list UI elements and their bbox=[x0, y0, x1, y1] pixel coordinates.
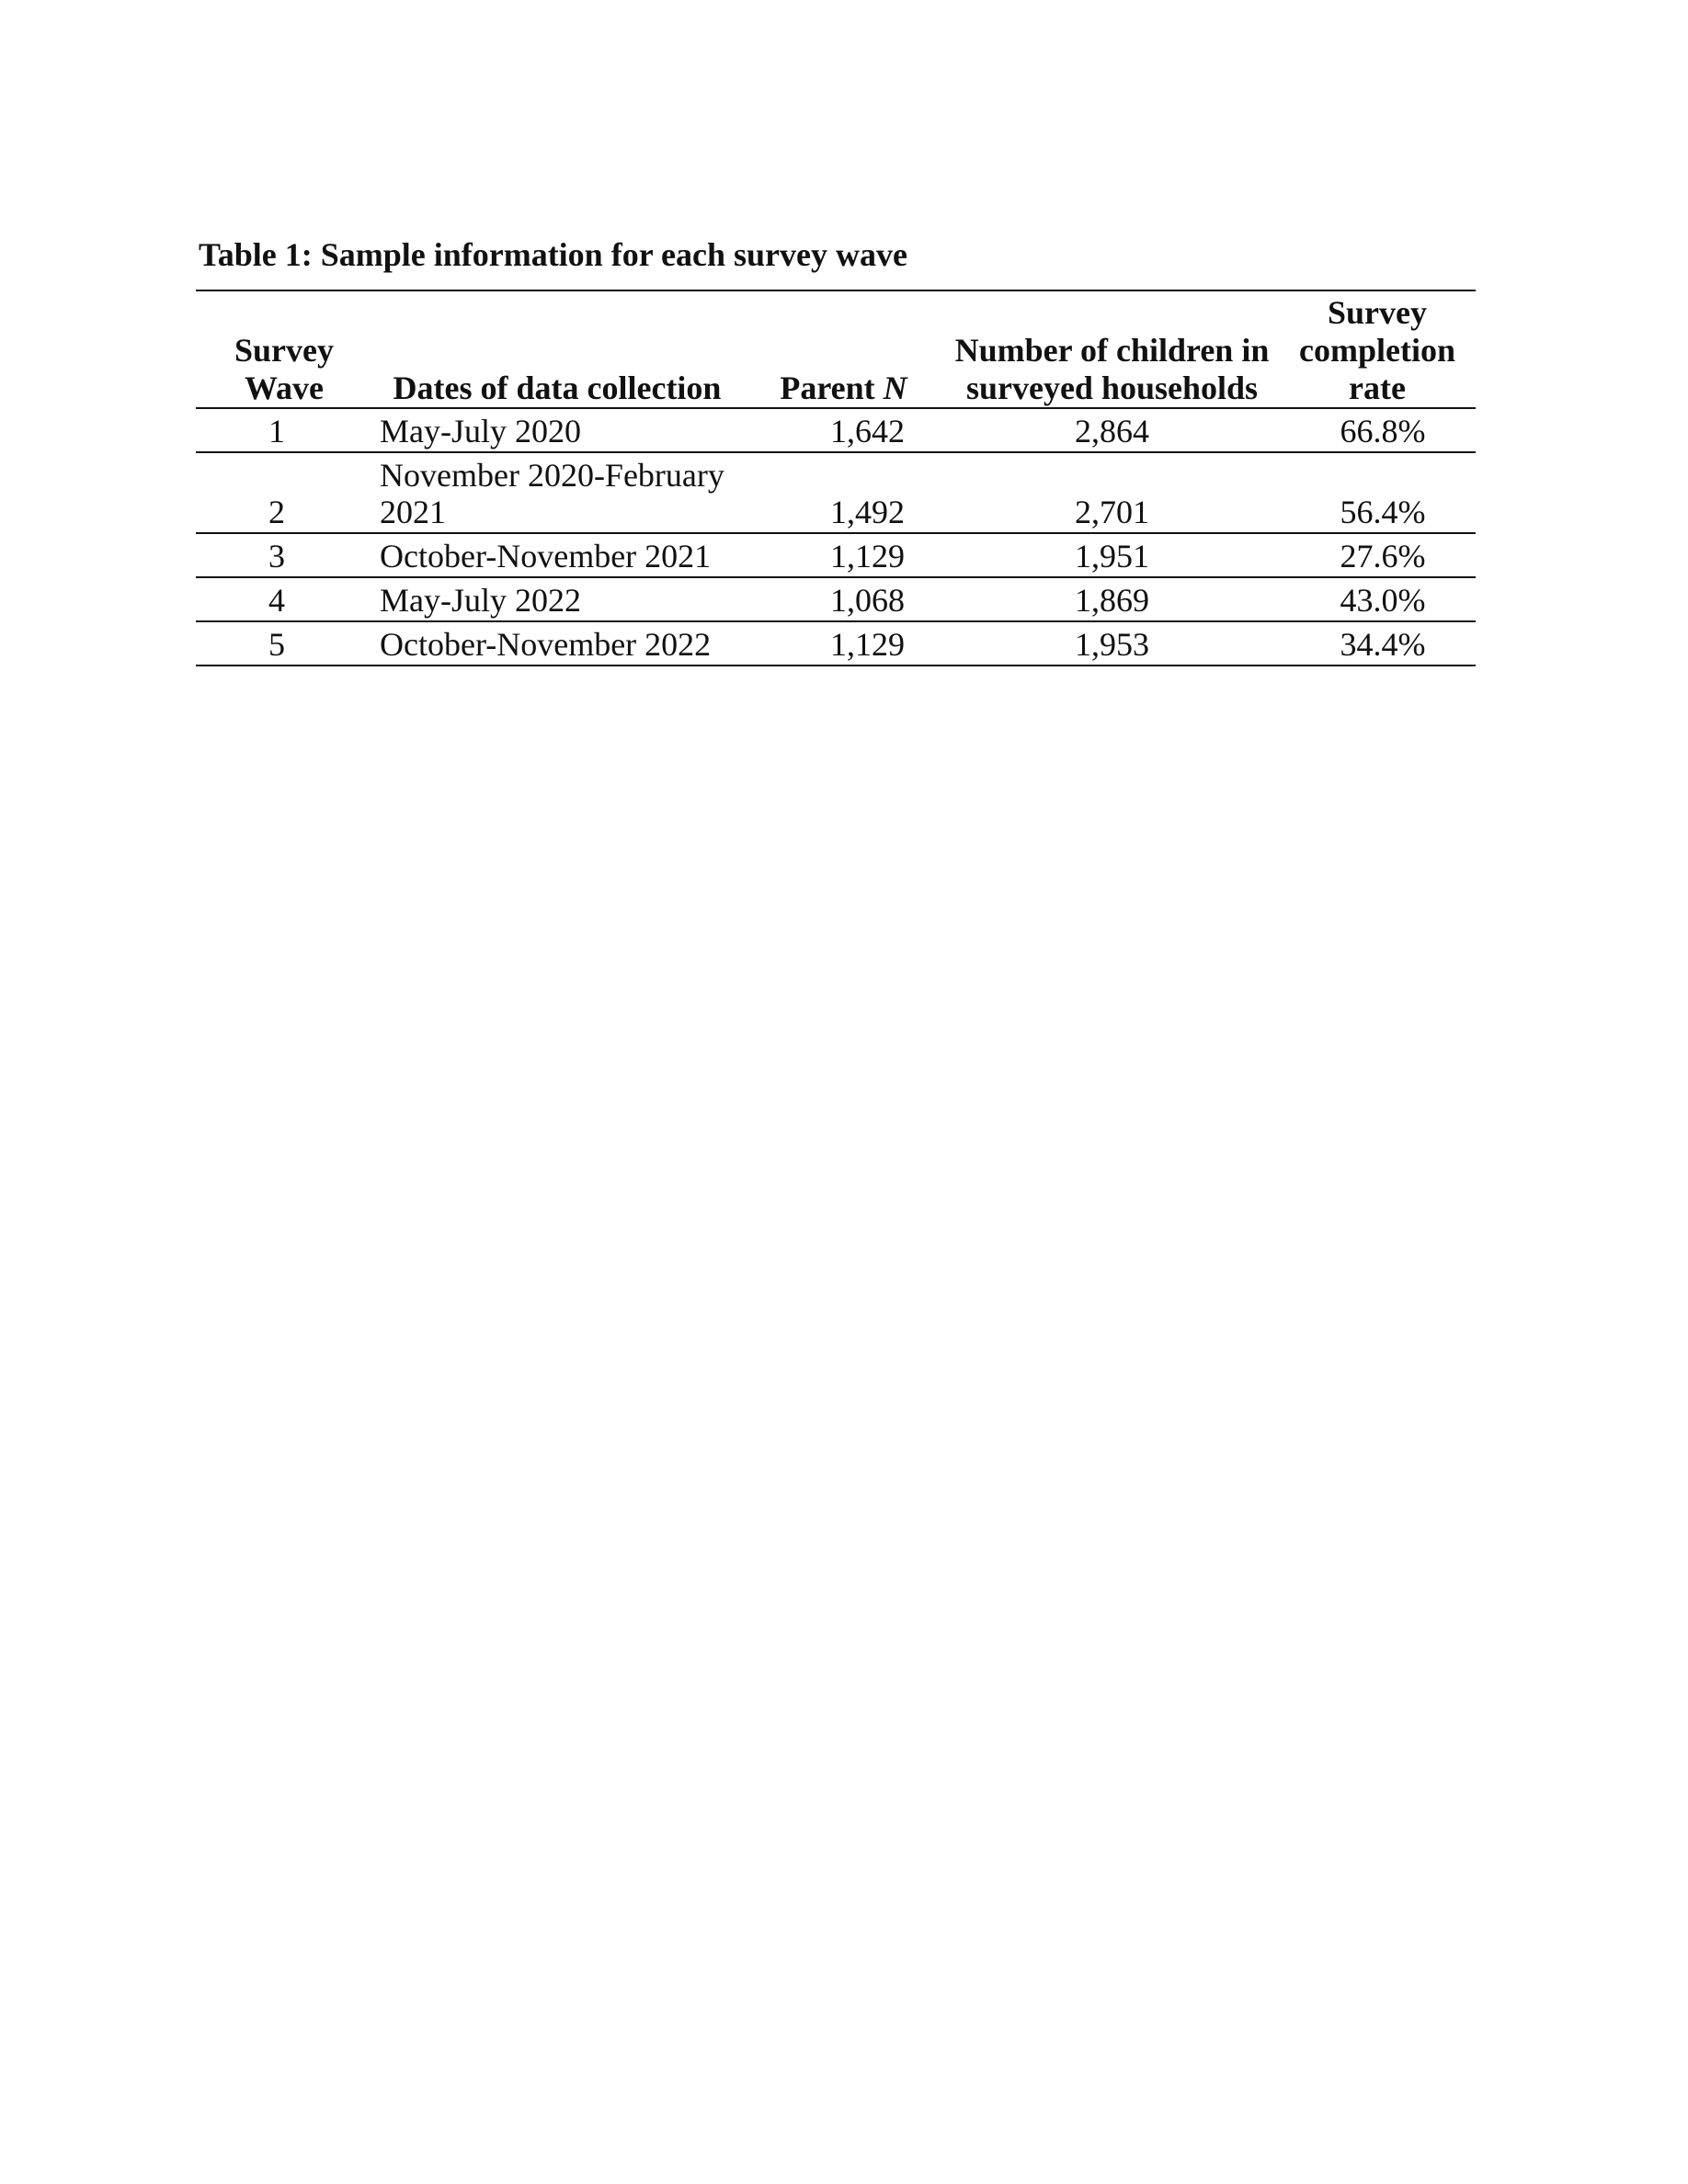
cell-dates-line1: October-November 2022 bbox=[380, 626, 712, 663]
cell-wave: 2 bbox=[268, 494, 285, 530]
header-children-line1: Number of children in bbox=[954, 332, 1270, 369]
table-row bbox=[196, 533, 1476, 577]
cell-completion-rate: 43.0% bbox=[1340, 582, 1426, 619]
cell-children: 1,953 bbox=[1075, 626, 1149, 663]
header-survey-wave-line2: Wave bbox=[245, 370, 324, 406]
cell-dates-line1: May-July 2020 bbox=[380, 413, 581, 449]
cell-completion-rate: 34.4% bbox=[1340, 626, 1426, 663]
header-completion-rate-line3: rate bbox=[1349, 370, 1406, 406]
cell-children: 1,951 bbox=[1075, 538, 1149, 574]
table-header-row bbox=[196, 290, 1476, 408]
cell-parent-n: 1,129 bbox=[830, 626, 905, 663]
survey-wave-table bbox=[196, 290, 1476, 666]
table-caption: Table 1: Sample information for each survey wave bbox=[199, 236, 907, 273]
cell-dates bbox=[372, 621, 742, 665]
cell-dates-line1: May-July 2022 bbox=[380, 582, 581, 619]
cell-completion-rate: 27.6% bbox=[1340, 538, 1426, 574]
cell-dates-line1: November 2020-February bbox=[380, 457, 724, 494]
cell-dates bbox=[372, 533, 742, 577]
header-survey-wave bbox=[196, 290, 372, 408]
header-completion-rate-line2: completion bbox=[1299, 332, 1455, 369]
cell-parent-n: 1,068 bbox=[830, 582, 905, 619]
cell-parent-n: 1,642 bbox=[830, 413, 905, 449]
table-row bbox=[196, 452, 1476, 533]
cell-wave: 3 bbox=[268, 538, 285, 574]
header-completion-rate bbox=[1279, 290, 1476, 408]
header-parent-n bbox=[742, 290, 945, 408]
cell-dates-line1: October-November 2021 bbox=[380, 538, 712, 574]
table-row bbox=[196, 621, 1476, 665]
header-dates bbox=[372, 290, 742, 408]
header-survey-wave-line1: Survey bbox=[234, 332, 334, 369]
header-parent-n-prefix: Parent bbox=[780, 370, 884, 406]
cell-wave: 1 bbox=[268, 413, 285, 449]
header-parent-n-italic: N bbox=[883, 370, 907, 406]
cell-children: 2,701 bbox=[1075, 494, 1149, 530]
cell-children: 1,869 bbox=[1075, 582, 1149, 619]
cell-dates bbox=[372, 577, 742, 621]
cell-dates bbox=[372, 452, 742, 533]
cell-children: 2,864 bbox=[1075, 413, 1149, 449]
cell-parent-n: 1,492 bbox=[830, 494, 905, 530]
table-row bbox=[196, 577, 1476, 621]
header-children bbox=[945, 290, 1279, 408]
header-children-line2: surveyed households bbox=[965, 370, 1259, 406]
cell-parent-n: 1,129 bbox=[830, 538, 905, 574]
cell-wave: 4 bbox=[268, 582, 285, 619]
cell-completion-rate: 66.8% bbox=[1340, 413, 1426, 449]
cell-wave: 5 bbox=[268, 626, 285, 663]
cell-completion-rate: 56.4% bbox=[1340, 494, 1426, 530]
cell-dates-line2: 2021 bbox=[380, 494, 446, 530]
header-completion-rate-line1: Survey bbox=[1328, 294, 1427, 331]
table-row bbox=[196, 408, 1476, 452]
header-dates-label: Dates of data collection bbox=[393, 370, 722, 406]
cell-dates bbox=[372, 408, 742, 452]
